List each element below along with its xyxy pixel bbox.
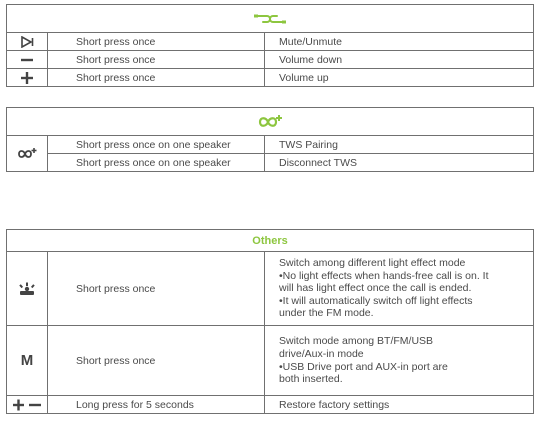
tws-link-icon: [7, 113, 533, 131]
light-effect-icon: [7, 252, 48, 326]
aux-cable-icon: [7, 10, 533, 28]
action-text: Short press once: [48, 326, 265, 396]
result-text: Volume down: [265, 51, 534, 69]
others-title: Others: [252, 234, 288, 247]
table-title: [7, 230, 534, 252]
action-text: Short press once: [48, 51, 265, 69]
result-line: both inserted.: [279, 373, 343, 386]
button-function-table-tws: [6, 107, 534, 172]
result-text: Disconnect TWS: [265, 154, 534, 172]
table-header: [7, 108, 534, 136]
button-function-table-aux: [6, 4, 534, 87]
action-text: Short press once: [48, 69, 265, 87]
result-line: under the FM mode.: [279, 307, 374, 320]
table-row: [7, 51, 534, 69]
result-line: •No light effects when hands-free call is on. It: [279, 269, 489, 282]
result-text: [265, 326, 534, 396]
result-line: will has light effect once the call is ended.: [279, 282, 472, 295]
result-line: •It will automatically switch off light effects: [279, 294, 473, 307]
button-function-table-others: [6, 229, 534, 414]
play-pause-icon: [7, 33, 48, 51]
result-text: Restore factory settings: [265, 396, 534, 414]
table-row: [7, 154, 534, 172]
result-line: drive/Aux-in mode: [279, 347, 364, 360]
table-row: [7, 252, 534, 326]
table-row: [7, 136, 534, 154]
plus-minus-icon: [7, 396, 48, 414]
tws-link-icon: [7, 136, 48, 172]
table-row: [7, 326, 534, 396]
action-text: Short press once on one speaker: [48, 154, 265, 172]
action-text: Long press for 5 seconds: [48, 396, 265, 414]
table-header: [7, 5, 534, 33]
mode-m-icon-glyph: M: [20, 352, 34, 369]
result-line: Switch mode among BT/FM/USB: [279, 335, 434, 348]
mode-m-icon: [7, 326, 48, 396]
minus-icon: [7, 51, 48, 69]
table-row: [7, 69, 534, 87]
result-line: Switch among different light effect mode: [279, 257, 466, 270]
result-text: Volume up: [265, 69, 534, 87]
action-text: Short press once on one speaker: [48, 136, 265, 154]
table-row: [7, 396, 534, 414]
action-text: Short press once: [48, 33, 265, 51]
result-text: Mute/Unmute: [265, 33, 534, 51]
result-text: TWS Pairing: [265, 136, 534, 154]
table-row: [7, 33, 534, 51]
plus-icon: [7, 69, 48, 87]
action-text: Short press once: [48, 252, 265, 326]
result-text: [265, 252, 534, 326]
result-line: •USB Drive port and AUX-in port are: [279, 360, 448, 373]
